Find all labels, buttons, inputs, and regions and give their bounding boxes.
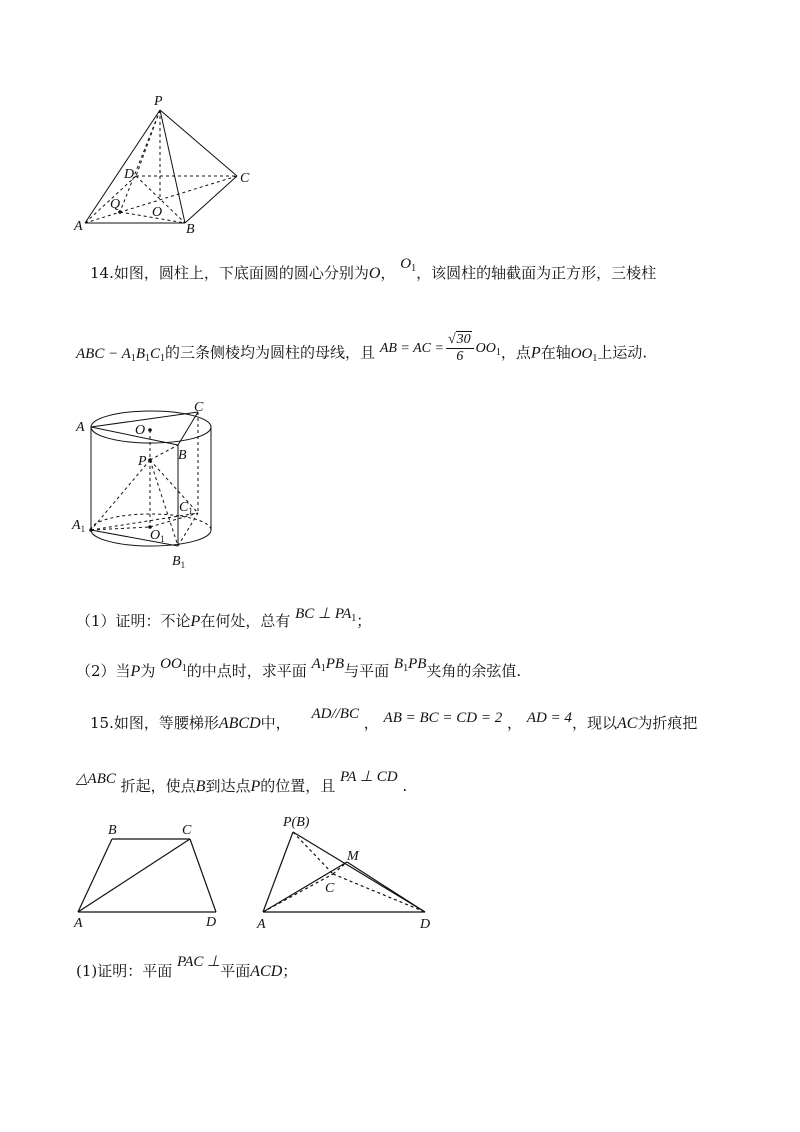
math-ACD: ACD	[250, 963, 283, 980]
q14-text3: 的三条侧棱均为圆柱的母线，且	[165, 343, 376, 362]
math-A1PB: $A_1PB$	[311, 656, 345, 674]
label-P: P	[154, 94, 163, 109]
math-equal-sides: AB = BC = CD = 2	[383, 710, 503, 726]
q15-text5: 折起，使点	[120, 777, 196, 795]
q14-sub2-prefix: （2）当	[76, 662, 131, 680]
label-P: P	[138, 454, 147, 469]
pyramid-figure	[70, 90, 270, 240]
math-O: O	[368, 265, 381, 282]
q15-text4: 为折痕把	[637, 714, 698, 732]
semicolon: ；	[282, 962, 298, 980]
label-Q: Q	[110, 197, 121, 212]
label-B1: $B_1$	[172, 554, 186, 570]
q14-sub2-mid2: 的中点时，求平面	[186, 662, 307, 680]
comma: ，	[380, 264, 396, 282]
math-O1: $O_1$	[400, 256, 417, 274]
cylinder-figure	[70, 395, 230, 575]
q15-text1: 如图，等腰梯形	[113, 714, 219, 732]
label-D: D	[420, 917, 431, 932]
math-equation: AB = AC = $\frac{√30}{6}$ $OO_1$	[379, 332, 501, 364]
q14-text4: ，点	[500, 343, 531, 362]
q14-line1	[90, 256, 657, 284]
q14-sub2-mid1: 为	[140, 662, 156, 680]
math-prism: ABC − $A_1B_1C_1$	[76, 345, 166, 364]
label-O: O	[135, 423, 146, 438]
q15-text7: 的位置，且	[260, 777, 336, 795]
q14-sub1	[76, 606, 372, 632]
math-AD: AD = 4	[526, 710, 572, 726]
q15-line2	[76, 769, 408, 796]
label-D: D	[124, 167, 135, 182]
math-PAC-perp: PAC ⊥	[177, 954, 221, 970]
math-B: B	[195, 778, 206, 795]
math-B1PB: $B_1PB$	[393, 656, 427, 674]
label-M: M	[347, 849, 359, 864]
math-ABCD: ABCD	[218, 715, 261, 732]
q15-sub1	[76, 954, 298, 981]
math-triangle: △ABC	[76, 771, 116, 787]
label-B: B	[108, 823, 117, 838]
comma: ，	[363, 714, 379, 732]
comma: ，	[507, 714, 523, 732]
label-A: A	[74, 916, 83, 931]
label-D: D	[206, 915, 217, 930]
label-A: A	[257, 917, 266, 932]
label-O: O	[152, 205, 163, 220]
q15-text6: 到达点	[205, 777, 251, 795]
math-OO1: $OO_1$	[160, 656, 187, 674]
label-C1: $C_1$	[179, 500, 193, 516]
q14-text: 如图，圆柱上，下底面圆的圆心分别为	[113, 264, 369, 282]
q15-text2: 中，	[260, 714, 291, 732]
q15-sub1-mid: 平面	[220, 962, 251, 980]
math-perp: BC ⊥ $PA_1$	[295, 606, 357, 624]
math-P: P	[130, 663, 141, 680]
q14-text2: ，该圆柱的轴截面为正方形，三棱柱	[416, 264, 657, 282]
math-P: P	[530, 344, 541, 362]
label-A1: $A_1$	[72, 518, 86, 534]
trapezoid-figure	[70, 820, 230, 935]
label-O1: $O_1$	[150, 528, 165, 544]
q15-number: 15.	[90, 714, 114, 732]
q14-sub2-end: 夹角的余弦值.	[426, 662, 522, 680]
q14-text6: 上运动.	[597, 343, 648, 362]
label-B: B	[186, 222, 195, 237]
label-C: C	[194, 400, 204, 415]
label-C: C	[240, 171, 250, 186]
q14-text5: 在轴	[540, 343, 571, 362]
q14-sub1-prefix: （1）证明：不论	[76, 612, 191, 630]
q14-sub2-mid3: 与平面	[344, 662, 390, 680]
q15-line1	[90, 706, 698, 733]
label-C: C	[182, 823, 192, 838]
q15-text3: ，现以	[571, 714, 617, 732]
label-A: A	[76, 420, 85, 435]
q15-sub1-prefix: (1)证明：平面	[76, 962, 173, 980]
label-A: A	[74, 219, 83, 234]
q14-sub1-mid: 在何处，总有	[200, 612, 291, 630]
math-P: P	[250, 778, 261, 795]
math-PA-perp-CD: PA ⊥ CD	[340, 769, 398, 785]
math-parallel: AD//BC	[311, 706, 359, 722]
q14-number: 14.	[90, 264, 114, 282]
label-C: C	[325, 881, 335, 896]
q14-sub2	[76, 656, 522, 682]
math-axis: $OO_1$	[570, 345, 598, 364]
folded-figure	[255, 812, 445, 937]
label-P-B: P(B)	[283, 815, 310, 830]
math-P: P	[190, 613, 201, 630]
semicolon: ；	[356, 612, 372, 630]
math-AC: AC	[616, 715, 638, 732]
period: .	[402, 777, 408, 795]
q14-line2	[76, 332, 648, 371]
label-B: B	[178, 448, 187, 463]
